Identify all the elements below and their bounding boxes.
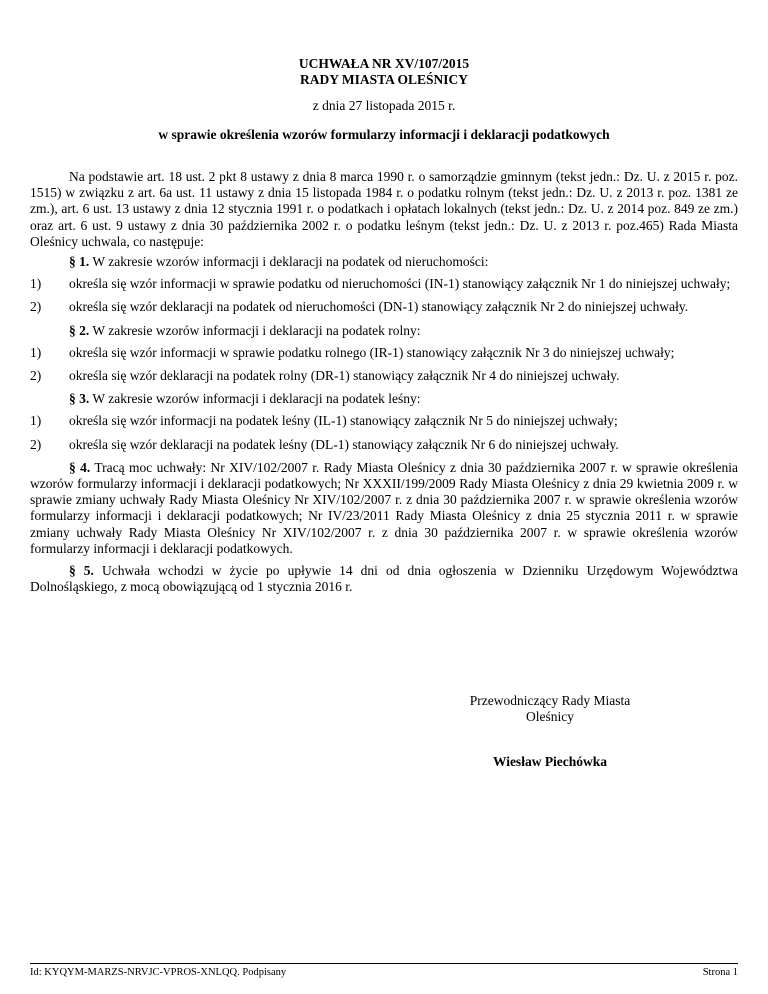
signatory-role-line-2: Oleśnicy [526,709,574,724]
council-name: RADY MIASTA OLEŚNICY [299,72,469,87]
signatory-name: Wiesław Piechówka [492,754,608,769]
section-1-item-2 [30,299,738,315]
section-3-item-1 [30,413,738,429]
item-text: określa się wzór informacji na podatek leśny (IL-1) stanowiący załącznik Nr 5 do niniejszej uchwały; [69,413,618,429]
item-number: 1) [30,344,42,360]
page-number: Strona 1 [702,967,738,978]
section-3-label: § 3. [69,391,90,407]
section-5 [30,563,738,595]
section-4-text: Tracą moc uchwały: Nr XIV/102/2007 r. Rady Miasta Oleśnicy z dnia 30 października 2007 r. w sprawie określenia wzorów formularzy informacji i deklaracji podatkowych; Nr XXXII/199/2009 Rady Miasta Oleśnicy z dnia 29 kwietnia 2009 r. w sprawie zmiany uchwały Rady Miasta Oleśnicy Nr XIV/102/2007 r. z dnia 30 października 2007 r. w sprawie określenia wzorów formularzy informacji i deklaracji podatkowych; Nr IV/23/2011 Rady Miasta Oleśnicy z dnia 25 stycznia 2011 r. w sprawie zmiany uchwały Rady Miasta Oleśnicy Nr XIV/102/2007 r. z dnia 30 października 2007 r. w sprawie określenia wzorów formularzy informacji i deklaracji podatkowych. [30,459,739,556]
item-number: 1) [30,276,42,292]
section-3-text: W zakresie wzorów informacji i deklaracji na podatek leśny: [92,391,421,407]
section-2 [30,323,738,339]
document-id: Id: KYQYM-MARZS-NRVJC-VPROS-XNLQQ. Podpisany [30,967,287,978]
item-text: określa się wzór deklaracji na podatek rolny (DR-1) stanowiący załącznik Nr 4 do niniejszej uchwały. [69,368,620,384]
section-2-label: § 2. [69,322,90,338]
resolution-body [30,169,738,601]
item-text: określa się wzór deklaracji na podatek leśny (DL-1) stanowiący załącznik Nr 6 do niniejszej uchwały. [69,436,619,452]
section-2-text: W zakresie wzorów informacji i deklaracji na podatek rolny: [92,322,421,338]
resolution-subject: w sprawie określenia wzorów formularzy informacji i deklaracji podatkowych [158,127,610,142]
section-1-item-1 [30,276,738,292]
footer-divider [30,963,738,964]
section-3-item-2 [30,437,738,453]
item-number: 2) [30,368,42,384]
item-number: 2) [30,436,42,452]
section-1-label: § 1. [69,254,90,270]
resolution-number: UCHWAŁA NR XV/107/2015 [298,56,470,71]
item-number: 2) [30,299,42,315]
section-2-item-2 [30,368,738,384]
section-2-item-1 [30,345,738,361]
item-number: 1) [30,413,42,429]
section-5-text: Uchwała wchodzi w życie po upływie 14 dni od dnia ogłoszenia w Dzienniku Urzędowym Województwa Dolnośląskiego, z mocą obowiązującą od 1 stycznia 2016 r. [30,563,739,595]
section-3 [30,391,738,407]
section-4-label: § 4. [69,459,91,475]
item-text: określa się wzór informacji w sprawie podatku rolnego (IR-1) stanowiący załącznik Nr 3 do niniejszej uchwały; [69,344,675,360]
signatory-role [430,693,670,725]
resolution-date: z dnia 27 listopada 2015 r. [312,98,456,113]
section-5-label: § 5. [69,563,94,579]
legal-basis-paragraph: Na podstawie art. 18 ust. 2 pkt 8 ustawy z dnia 8 marca 1990 r. o samorządzie gminnym (tekst jedn.: Dz. U. z 2015 r. poz. 1515) w związku z art. 6a ust. 11 ustawy z dnia 15 listopada 1984 r. o podatku rolnym (tekst jedn.: Dz. U. z 2013 r. poz. 1381 ze zm.), art. 6 ust. 13 ustawy z dnia 12 stycznia 1991 r. o podatkach i opłatach lokalnych (tekst jedn.: Dz. U. z 2014 poz. 849 ze zm.) oraz art. 6 ust. 9 ustawy z dnia 30 października 2002 r. o podatku leśnym (tekst jedn.: Dz. U. z 2013 r. poz.465) Rada Miasta Oleśnicy uchwala, co następuje: [30,169,738,249]
section-1-text: W zakresie wzorów informacji i deklaracji na podatek od nieruchomości: [92,254,489,270]
section-1 [30,254,738,270]
signatory-role-line-1: Przewodniczący Rady Miasta [469,693,631,708]
item-text: określa się wzór deklaracji na podatek od nieruchomości (DN-1) stanowiący załącznik Nr 2 do niniejszej uchwały. [69,299,689,315]
item-text: określa się wzór informacji w sprawie podatku od nieruchomości (IN-1) stanowiący załącznik Nr 1 do niniejszej uchwały; [69,276,731,292]
section-4 [30,460,738,557]
